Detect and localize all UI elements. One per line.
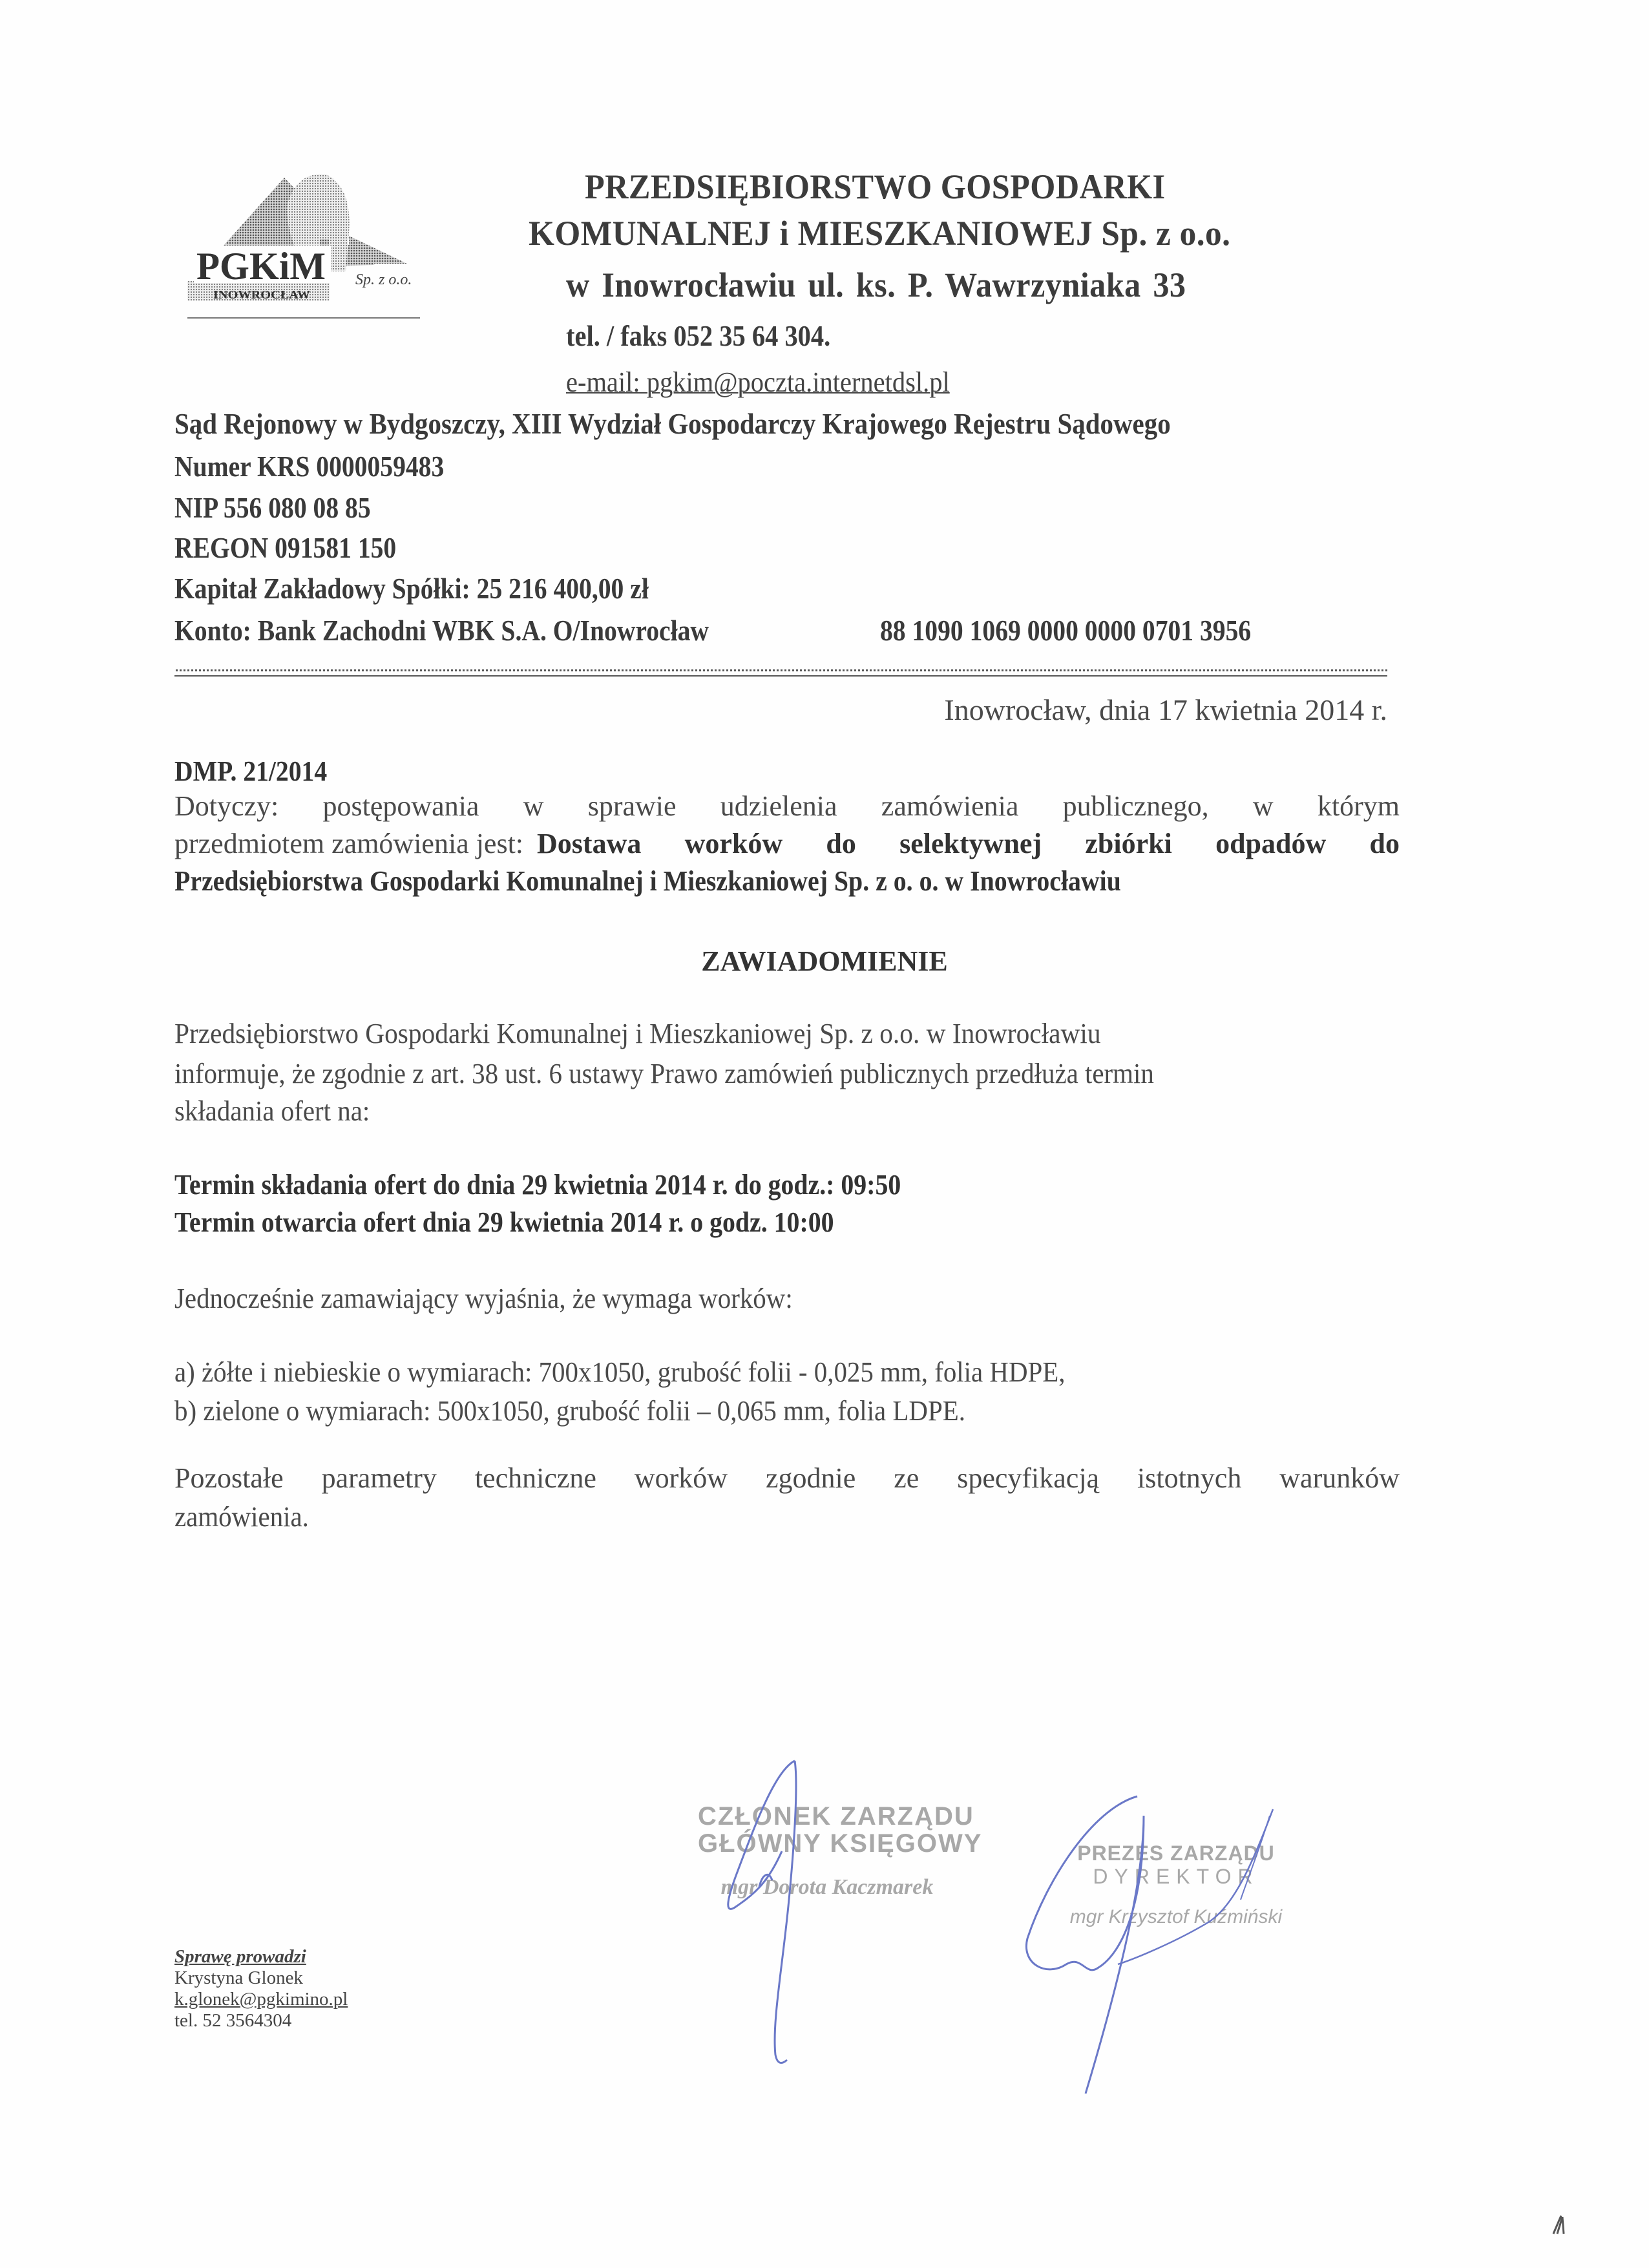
stamp-left-name: mgr Dorota Kaczmarek: [720, 1875, 934, 1899]
subject-line2: [174, 827, 1400, 860]
dotted-divider: [176, 669, 1387, 671]
stamp-left-line1: CZŁONEK ZARZĄDU: [698, 1802, 974, 1831]
subject-line1: Dotyczy: postępowania w sprawie udzielenia zamówienia publicznego, w którym: [174, 790, 1400, 822]
contact-phone: tel. 52 3564304: [174, 2010, 292, 2031]
submission-deadline: Termin składania ofert do dnia 29 kwietnia 2014 r. do godz.: 09:50: [174, 1169, 901, 1201]
logo-suffix: Sp. z o.o.: [355, 271, 412, 288]
bank-account-number: 88 1090 1069 0000 0000 0701 3956: [880, 614, 1252, 647]
nip-number: NIP 556 080 08 85: [174, 492, 371, 524]
paragraph2: Jednocześnie zamawiający wyjaśnia, że wymaga worków:: [174, 1283, 793, 1314]
paragraph1-line1: Przedsiębiorstwo Gospodarki Komunalnej i Mieszkaniowej Sp. z o.o. w Inowrocławiu: [174, 1018, 1101, 1049]
contact-block: [174, 1946, 348, 2032]
bank-account-label: Konto: Bank Zachodni WBK S.A. O/Inowrocław: [174, 614, 709, 647]
company-name-line1: PRZEDSIĘBIORSTWO GOSPODARKI: [585, 167, 1166, 206]
court-registry: Sąd Rejonowy w Bydgoszczy, XIII Wydział Gospodarczy Krajowego Rejestru Sądowego: [174, 408, 1171, 440]
signature-right: [1014, 1770, 1305, 2132]
reference-number: DMP. 21/2014: [174, 755, 328, 787]
paragraph1-line3: składania ofert na:: [174, 1095, 370, 1127]
paragraph3-line1: Pozostałe parametry techniczne worków zgodnie ze specyfikacją istotnych warunków: [174, 1462, 1400, 1494]
krs-number: Numer KRS 0000059483: [174, 450, 445, 483]
company-phone: tel. / faks 052 35 64 304.: [566, 319, 831, 352]
logo-house-tree-icon: [187, 162, 420, 323]
document-title: ZAWIADOMIENIE: [701, 945, 948, 977]
subject-line3: Przedsiębiorstwa Gospodarki Komunalnej i Mieszkaniowej Sp. z o. o. w Inowrocławiu: [174, 865, 1121, 897]
subject-line2-bold: Dostawa worków do selektywnej zbiórki odpadów do: [537, 828, 1400, 859]
document-date: Inowrocław, dnia 17 kwietnia 2014 r.: [944, 693, 1387, 726]
stamp-right-line2: DYREKTOR: [1093, 1865, 1259, 1888]
opening-deadline: Termin otwarcia ofert dnia 29 kwietnia 2014 r. o godz. 10:00: [174, 1206, 834, 1238]
subject-line2-normal: przedmiotem zamówienia jest:: [174, 828, 531, 859]
paragraph3-line2: zamówienia.: [174, 1501, 309, 1533]
signature-left: [711, 1745, 879, 2081]
share-capital: Kapitał Zakładowy Spółki: 25 216 400,00 zł: [174, 572, 649, 605]
page-mark-icon: [1551, 2213, 1570, 2236]
company-address: w Inowrocławiu ul. ks. P. Wawrzyniaka 33: [566, 266, 1186, 304]
paragraph1-line2: informuje, że zgodnie z art. 38 ust. 6 ustawy Prawo zamówień publicznych przedłuża termin: [174, 1058, 1154, 1089]
company-email-link[interactable]: e-mail: pgkim@poczta.internetdsl.pl: [566, 366, 950, 398]
regon-number: REGON 091581 150: [174, 532, 397, 564]
requirement-item: b) zielone o wymiarach: 500x1050, grubość folii – 0,065 mm, folia LDPE.: [174, 1395, 965, 1427]
stamp-right-name: mgr Krzysztof Kuźmiński: [1069, 1906, 1283, 1927]
company-logo: [187, 162, 420, 323]
contact-email-link[interactable]: k.glonek@pgkimino.pl: [174, 1989, 348, 2010]
logo-text: PGKiM: [196, 245, 326, 288]
company-name-line2: KOMUNALNEJ i MIESZKANIOWEJ Sp. z o.o.: [529, 214, 1231, 253]
contact-label: Sprawę prowadzi: [174, 1946, 306, 1967]
requirement-item: a) żółte i niebieskie o wymiarach: 700x1050, grubość folii - 0,025 mm, folia HDPE,: [174, 1356, 1066, 1388]
logo-city: INOWROCŁAW: [213, 288, 310, 301]
header-divider-line: [174, 675, 1387, 677]
contact-name: Krystyna Glonek: [174, 1968, 303, 1988]
stamp-right-line1: PREZES ZARZĄDU: [1077, 1842, 1275, 1865]
stamp-left-line2: GŁÓWNY KSIĘGOWY: [698, 1829, 983, 1858]
